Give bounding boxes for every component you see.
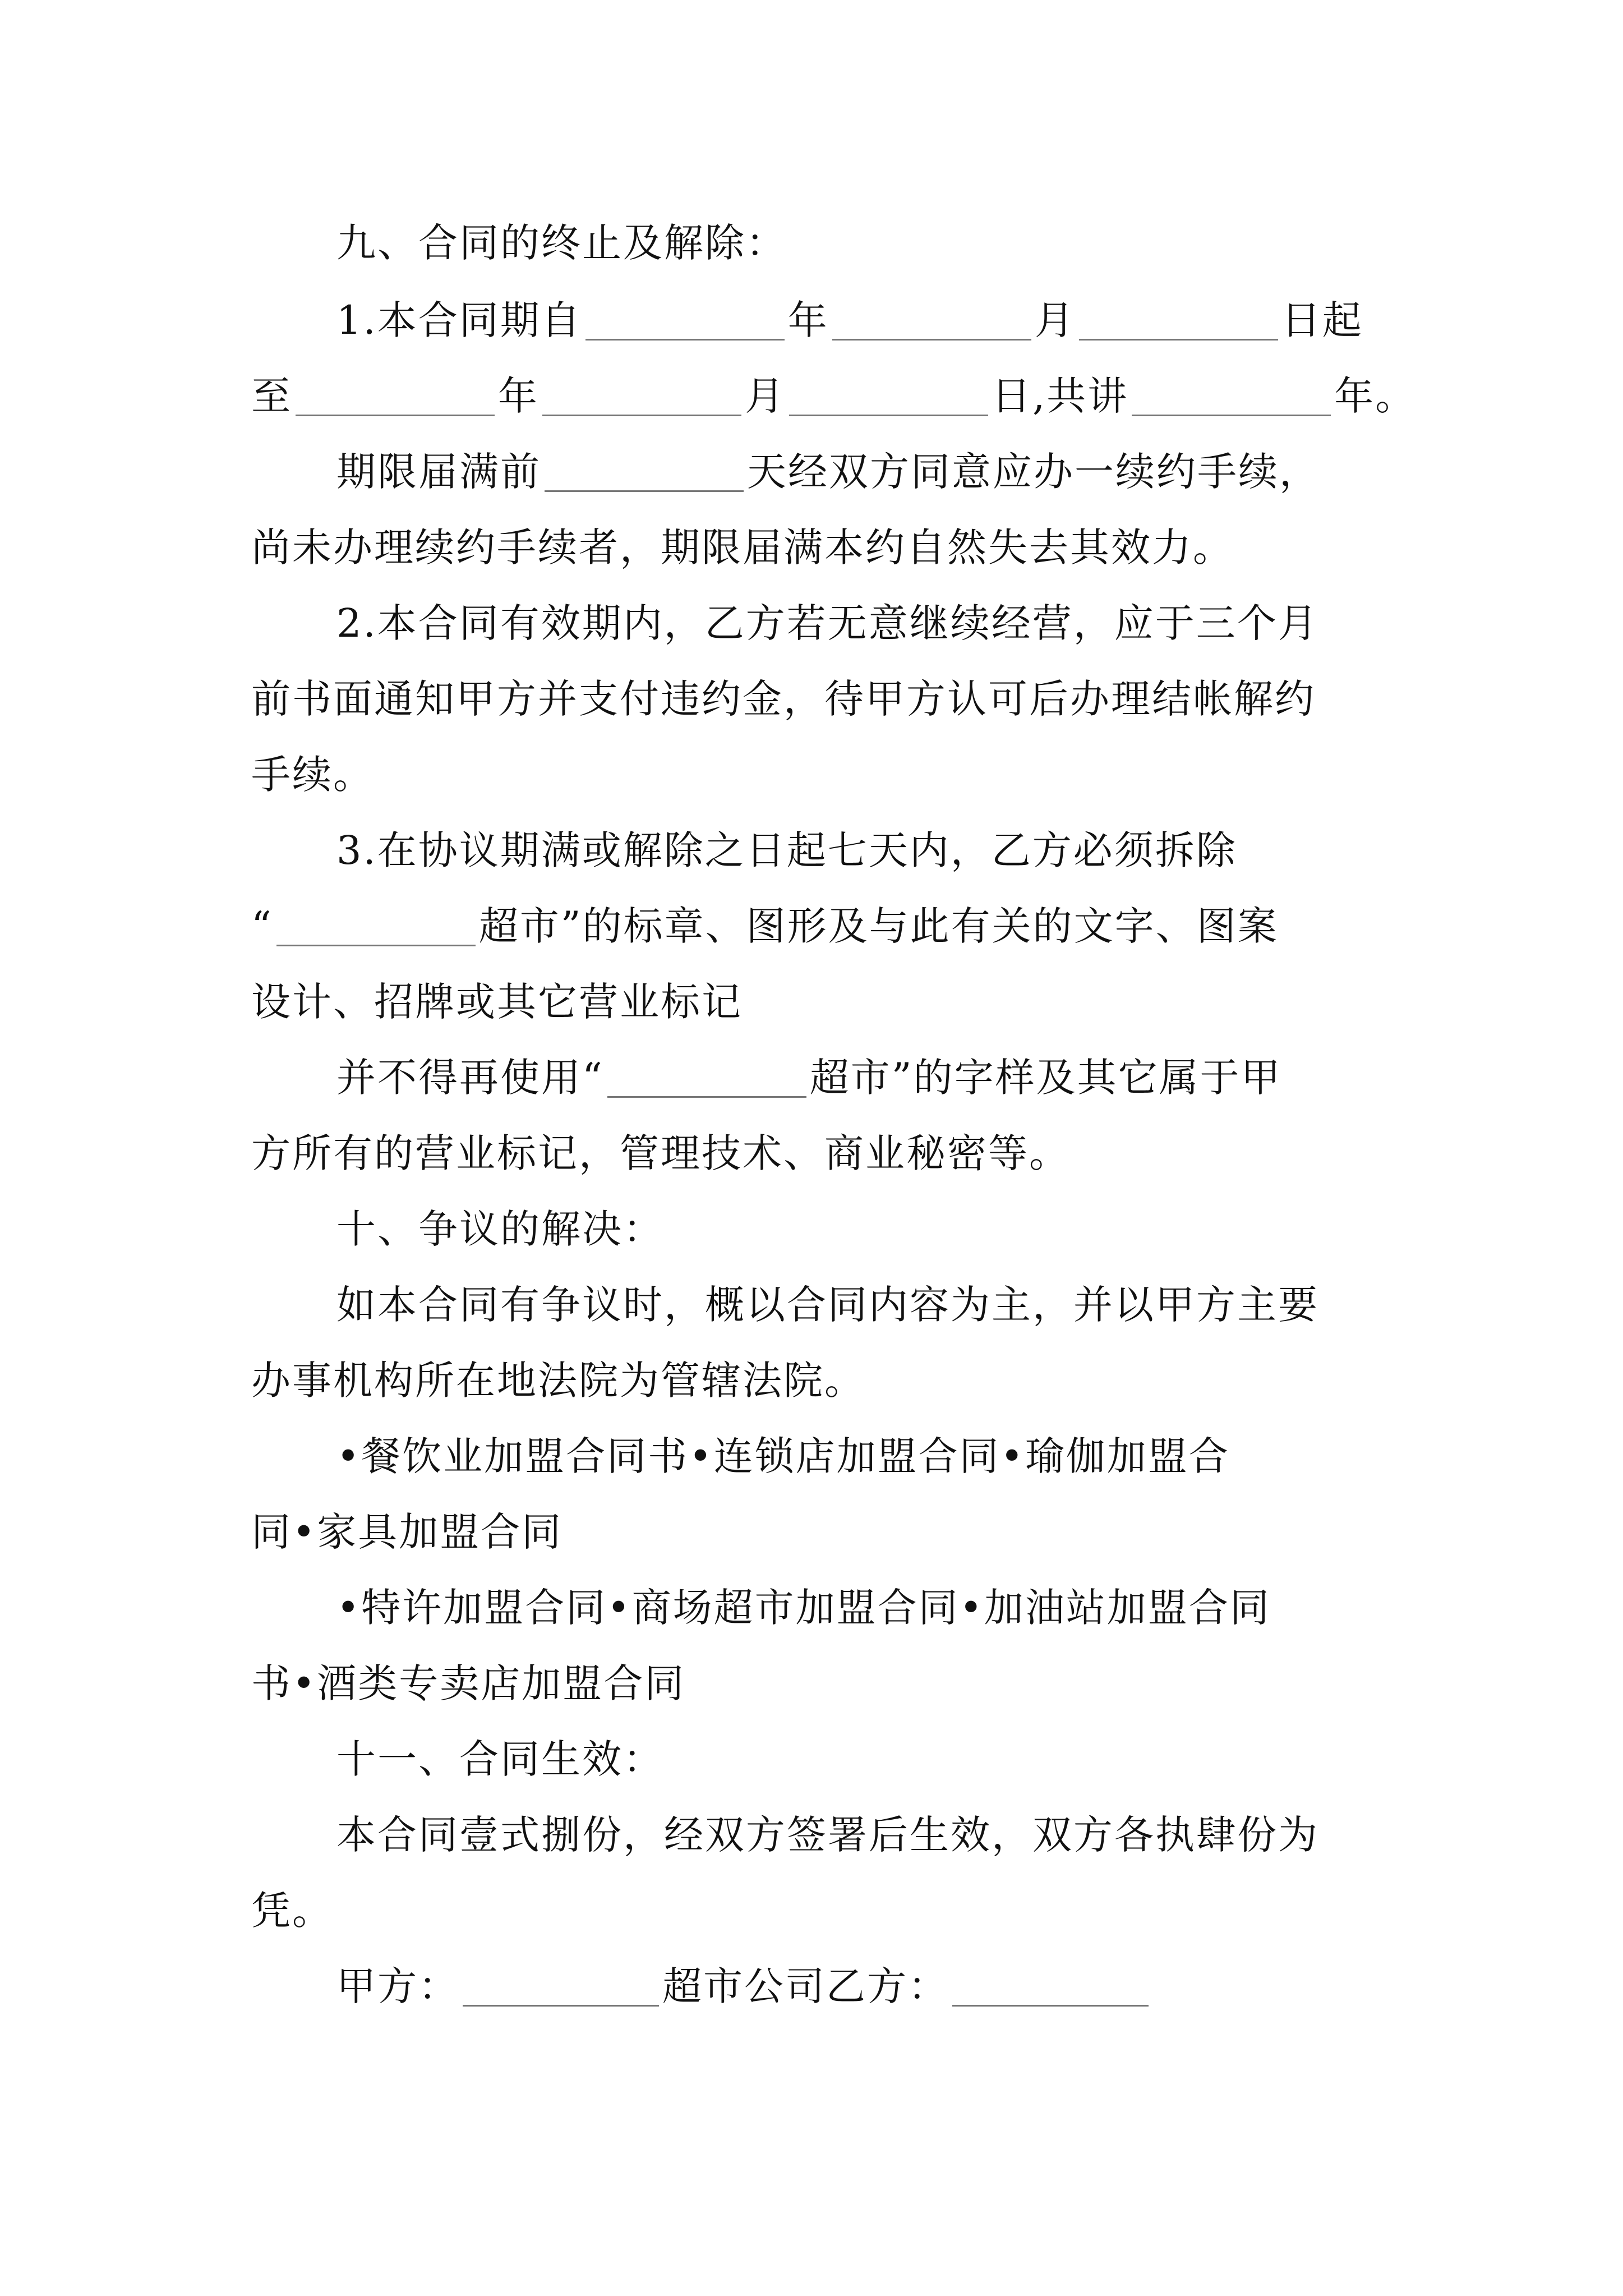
blank-field <box>463 2005 659 2007</box>
termination-notice-line-3: 手续。 <box>251 752 374 798</box>
section-9-heading: 九、合同的终止及解除： <box>336 220 787 266</box>
blank-field <box>585 339 785 341</box>
effect-line-2: 凭。 <box>251 1888 333 1934</box>
blank-field <box>607 1096 806 1098</box>
blank-field <box>1079 339 1278 341</box>
dispute-line-1: 如本合同有争议时，概以合同内容为主，并以甲方主要 <box>336 1282 1319 1328</box>
blank-field <box>952 2005 1149 2007</box>
blank-field <box>296 415 495 416</box>
blank-field <box>545 490 744 492</box>
removal-line-3: 设计、招牌或其它营业标记 <box>251 979 743 1025</box>
renewal-line-2: 尚未办理续约手续者，期限届满本约自然失去其效力。 <box>251 524 1234 570</box>
blank-field <box>832 339 1031 341</box>
section-10-heading: 十、争议的解决： <box>336 1206 664 1252</box>
blank-field <box>276 945 476 946</box>
renewal-line-1: 期限届满前 天经双方同意应办一续约手续， <box>336 449 1320 495</box>
related-links-line-1: •餐饮业加盟合同书•连锁店加盟合同•瑜伽加盟合 <box>336 1433 1230 1479</box>
blank-field <box>789 415 988 416</box>
removal-line-4: 并不得再使用“ 超市”的字样及其它属于甲 <box>336 1055 1282 1101</box>
section-11-heading: 十一、合同生效： <box>336 1736 664 1782</box>
removal-line-5: 方所有的营业标记，管理技术、商业秘密等。 <box>251 1130 1070 1176</box>
removal-line-2: “ 超市”的标章、图形及与此有关的文字、图案 <box>251 903 1279 949</box>
related-links-line-4: 书•酒类专卖店加盟合同 <box>251 1660 686 1706</box>
contract-term-line-2: 至 年 月 日,共讲 年。 <box>251 373 1417 419</box>
signature-line: 甲方： 超市公司乙方： <box>336 1958 1152 2014</box>
dispute-line-2: 办事机构所在地法院为管辖法院。 <box>251 1358 865 1404</box>
blank-field <box>542 415 741 416</box>
related-links-line-3: •特许加盟合同•商场超市加盟合同•加油站加盟合同 <box>336 1585 1271 1631</box>
related-links-line-2: 同•家具加盟合同 <box>251 1509 563 1555</box>
removal-line-1: 3.在协议期满或解除之日起七天内，乙方必须拆除 <box>336 827 1237 873</box>
termination-notice-line-1: 2.本合同有效期内，乙方若无意继续经营，应于三个月 <box>336 600 1319 646</box>
termination-notice-line-2: 前书面通知甲方并支付违约金，待甲方认可后办理结帐解约 <box>251 676 1316 722</box>
blank-field <box>1132 415 1331 416</box>
contract-term-line-1: 1.本合同期自 年 月 日起 <box>336 297 1363 343</box>
effect-line-1: 本合同壹式捌份，经双方签署后生效，双方各执肆份为 <box>336 1812 1319 1858</box>
